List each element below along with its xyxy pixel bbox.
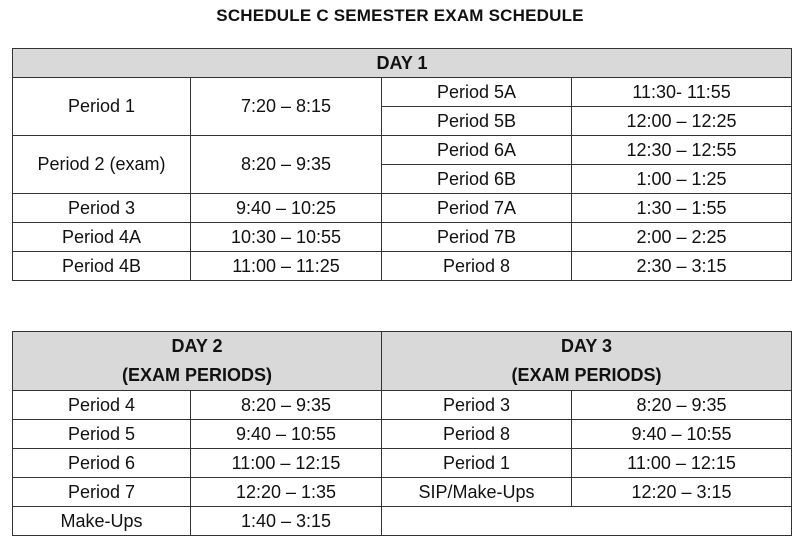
day1-right-period: Period 6A [382,136,572,165]
day1-left-time: 8:20 – 9:35 [191,136,382,194]
day1-left-time: 7:20 – 8:15 [191,78,382,136]
day1-right-period: Period 5A [382,78,572,107]
day2-time: 11:00 – 12:15 [191,449,382,478]
day1-right-time: 12:00 – 12:25 [572,107,792,136]
day2-time: 8:20 – 9:35 [191,391,382,420]
day3-time: 8:20 – 9:35 [572,391,792,420]
day1-right-time: 11:30- 11:55 [572,78,792,107]
day1-schedule-table [12,48,792,281]
day1-right-time: 2:00 – 2:25 [572,223,792,252]
day3-time: 11:00 – 12:15 [572,449,792,478]
day1-right-time: 12:30 – 12:55 [572,136,792,165]
day2-period: Period 7 [13,478,191,507]
day1-left-time: 10:30 – 10:55 [191,223,382,252]
day3-period: Period 3 [382,391,572,420]
day2-time: 9:40 – 10:55 [191,420,382,449]
day2-period: Period 6 [13,449,191,478]
day1-right-period: Period 8 [382,252,572,281]
day2-period: Period 5 [13,420,191,449]
day3-period: SIP/Make-Ups [382,478,572,507]
day2-period: Make-Ups [13,507,191,536]
day2-header-line2: (EXAM PERIODS) [122,365,273,385]
day2-header-line1: DAY 2 [171,336,223,356]
day2-time: 1:40 – 3:15 [191,507,382,536]
day1-right-period: Period 5B [382,107,572,136]
day2-header [13,332,382,391]
day3-header [382,332,792,391]
day1-right-period: Period 7B [382,223,572,252]
day1-left-period: Period 3 [13,194,191,223]
day1-left-time: 9:40 – 10:25 [191,194,382,223]
page-title: SCHEDULE C SEMESTER EXAM SCHEDULE [216,6,584,25]
day1-header: DAY 1 [13,49,792,78]
day1-right-period: Period 7A [382,194,572,223]
day3-header-line1: DAY 3 [561,336,613,356]
day2-time: 12:20 – 1:35 [191,478,382,507]
day1-left-period: Period 2 (exam) [13,136,191,194]
day1-left-period: Period 4A [13,223,191,252]
day3-period: Period 8 [382,420,572,449]
day1-left-period: Period 4B [13,252,191,281]
day1-left-time: 11:00 – 11:25 [191,252,382,281]
day1-right-time: 2:30 – 3:15 [572,252,792,281]
day3-period: Period 1 [382,449,572,478]
day1-right-period: Period 6B [382,165,572,194]
day3-time: 12:20 – 3:15 [572,478,792,507]
empty-cell [382,507,792,536]
day1-right-time: 1:00 – 1:25 [572,165,792,194]
day3-time: 9:40 – 10:55 [572,420,792,449]
day2-period: Period 4 [13,391,191,420]
day1-left-period: Period 1 [13,78,191,136]
day2-day3-schedule-table [12,331,792,536]
day1-right-time: 1:30 – 1:55 [572,194,792,223]
day3-header-line2: (EXAM PERIODS) [511,365,662,385]
